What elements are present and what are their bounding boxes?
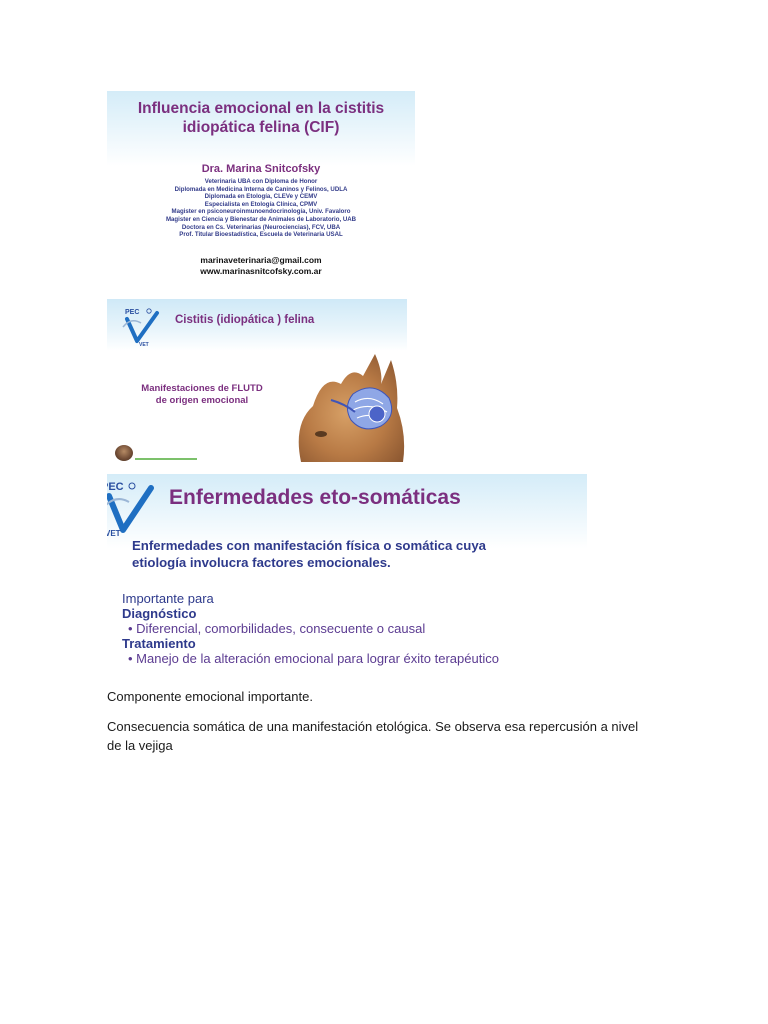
slide3-list <box>122 591 582 666</box>
slide-cystitis-image <box>107 299 407 462</box>
slide3-title: Enfermedades eto-somáticas <box>169 486 461 509</box>
slide1-contact <box>107 255 415 277</box>
paragraph-emotional-component: Componente emocional importante. <box>107 689 313 704</box>
treatment-item: • Manejo de la alteración emocional para lograr éxito terapéutico <box>128 651 499 666</box>
pec-vet-logo-icon <box>117 303 163 347</box>
diagnosis-item: • Diferencial, comorbilidades, consecuente o causal <box>128 621 426 636</box>
slide2-subtitle: Manifestaciones de FLUTD de origen emocional <box>141 383 263 406</box>
slide1-credentials: Veterinaria UBA con Diploma de Honor Diplomada en Medicina Interna de Caninos y Felinos, UDLA Diplomada en Etología, CLEVe y CEMV Especialista en Etología Clínica, CPMV Magister en psiconeuroinmunoendocrinología, Univ. Favaloro Magister en Ciencia y Bienestar de Animales de Laboratorio, UAB Doctora en Cs. Veterinarias (Neurociencias), FCV, UBA Prof. Titular Bioestadística, Escuela de Veterinaria USAL <box>165 178 357 239</box>
slide1-title: Influencia emocional en la cistitis idiopática felina (CIF) <box>137 100 385 136</box>
slide1-author: Dra. Marina Snitcofsky <box>201 163 321 175</box>
cat-brain-illustration-icon <box>293 354 407 462</box>
slide-title-image <box>107 91 415 289</box>
pec-vet-logo-icon <box>101 476 157 538</box>
svg-text:PEC: PEC <box>125 309 140 316</box>
website-text: www.marinasnitcofsky.com.ar <box>200 266 322 276</box>
paragraph-somatic-consequence: Consecuencia somática de una manifestación etológica. Se observa esa repercusión a nivel de la vejiga <box>107 719 639 753</box>
slide2-title: Cistitis (idiopática ) felina <box>175 314 315 326</box>
svg-text:VET: VET <box>105 529 121 538</box>
slide-eto-somatic-image <box>101 474 587 670</box>
presenter-bar <box>135 458 197 460</box>
slide3-definition: Enfermedades con manifestación física o somática cuya etiología involucra factores emocionales. <box>132 538 486 570</box>
svg-text:PEC: PEC <box>101 481 124 493</box>
diagnosis-heading: Diagnóstico <box>122 606 197 621</box>
treatment-heading: Tratamiento <box>122 636 196 651</box>
svg-text:VET: VET <box>139 342 149 347</box>
important-label: Importante para <box>122 591 214 606</box>
presenter-avatar <box>115 445 133 461</box>
email-text: marinaveterinaria@gmail.com <box>200 255 322 265</box>
